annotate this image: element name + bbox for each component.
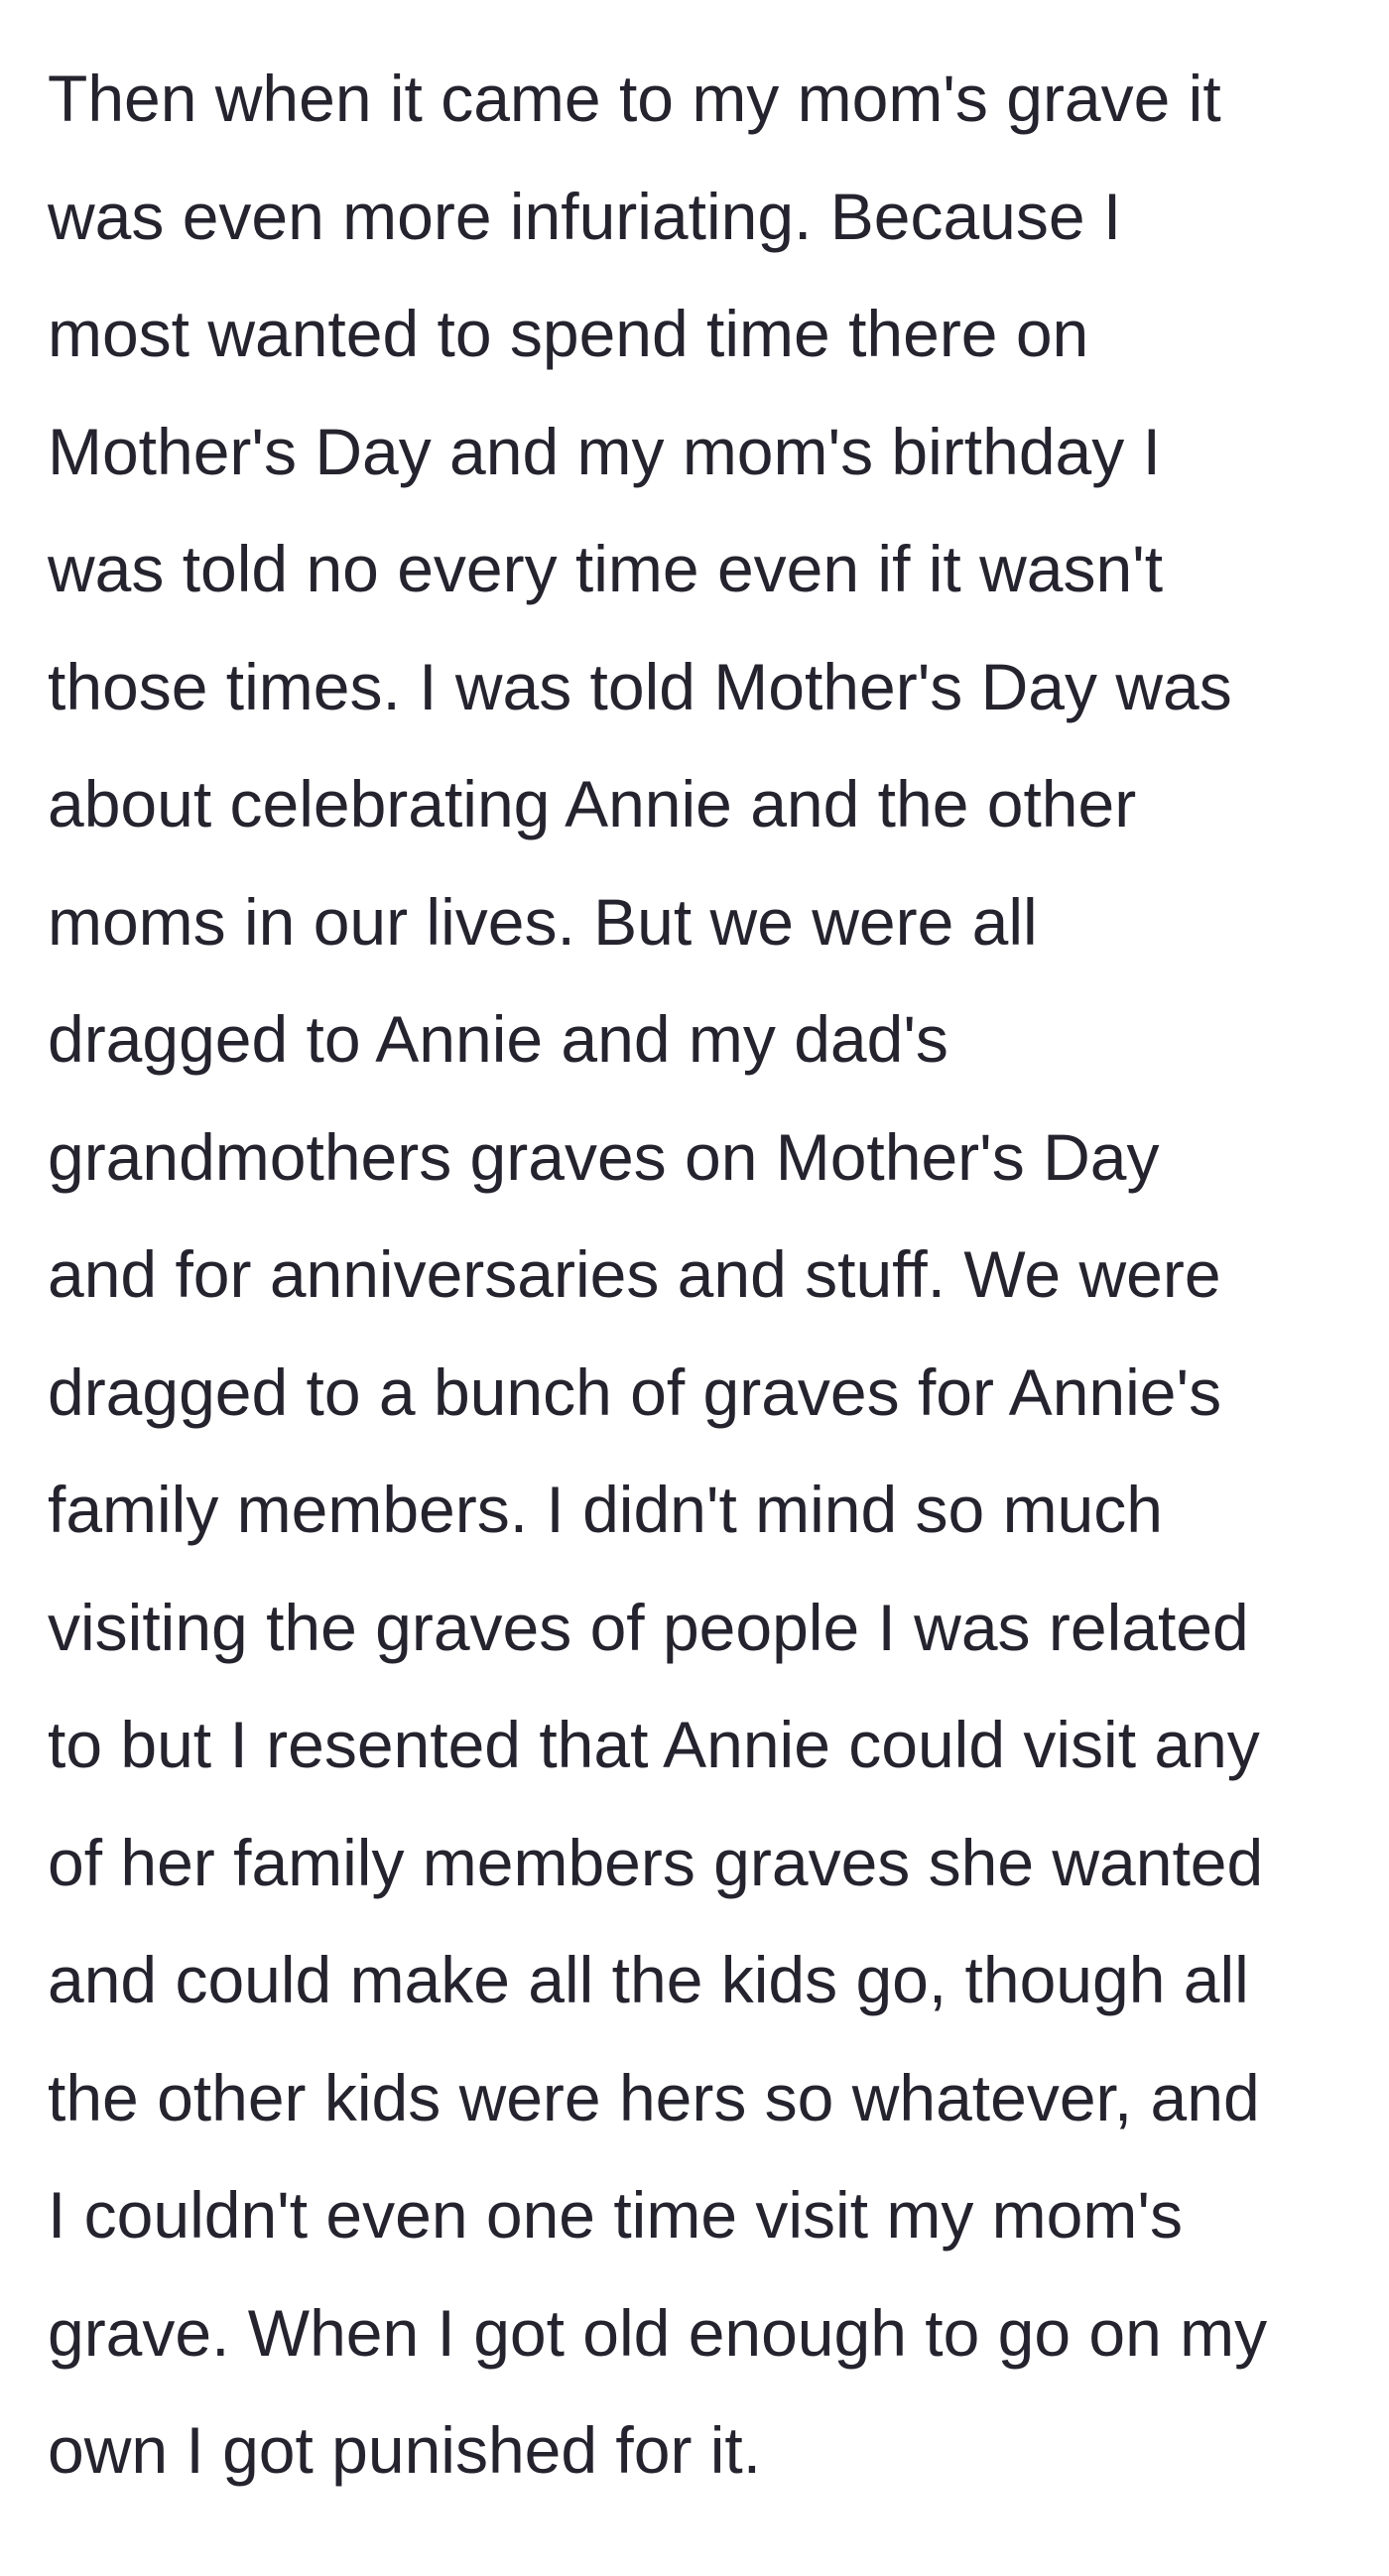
text-line: grave. When I got old enough to go on my [48,2295,1268,2370]
text-line: most wanted to spend time there on [48,297,1089,370]
text-line: I couldn't even one time visit my mom's [48,2178,1183,2252]
text-line: was told no every time even if it wasn't [48,532,1164,605]
text-line: to but I resented that Annie could visit any [48,1708,1260,1781]
text-line: and for anniversaries and stuff. We were [48,1237,1221,1311]
text-line: dragged to a bunch of graves for Annie's [48,1354,1222,1429]
text-line: those times. I was told Mother's Day was [48,649,1232,723]
text-line: family members. I didn't mind so much [48,1473,1163,1546]
text-line: of her family members graves she wanted [48,1825,1264,1899]
text-line: moms in our lives. But we were all [48,884,1038,959]
text-line: visiting the graves of people I was related [48,1590,1249,1664]
body-paragraph [48,40,1349,2510]
text-line: was even more infuriating. Because I [48,179,1122,253]
text-line: about celebrating Annie and the other [48,767,1137,840]
text-line: own I got punished for it. [48,2413,762,2487]
text-line: dragged to Annie and my dad's [48,1002,948,1076]
text-line: Mother's Day and my mom's birthday I [48,414,1161,488]
text-line: grandmothers graves on Mother's Day [48,1119,1160,1194]
text-line: and could make all the kids go, though all [48,1943,1249,2016]
text-line: the other kids were hers so whatever, and [48,2060,1260,2134]
text-line: Then when it came to my mom's grave it [48,62,1221,135]
